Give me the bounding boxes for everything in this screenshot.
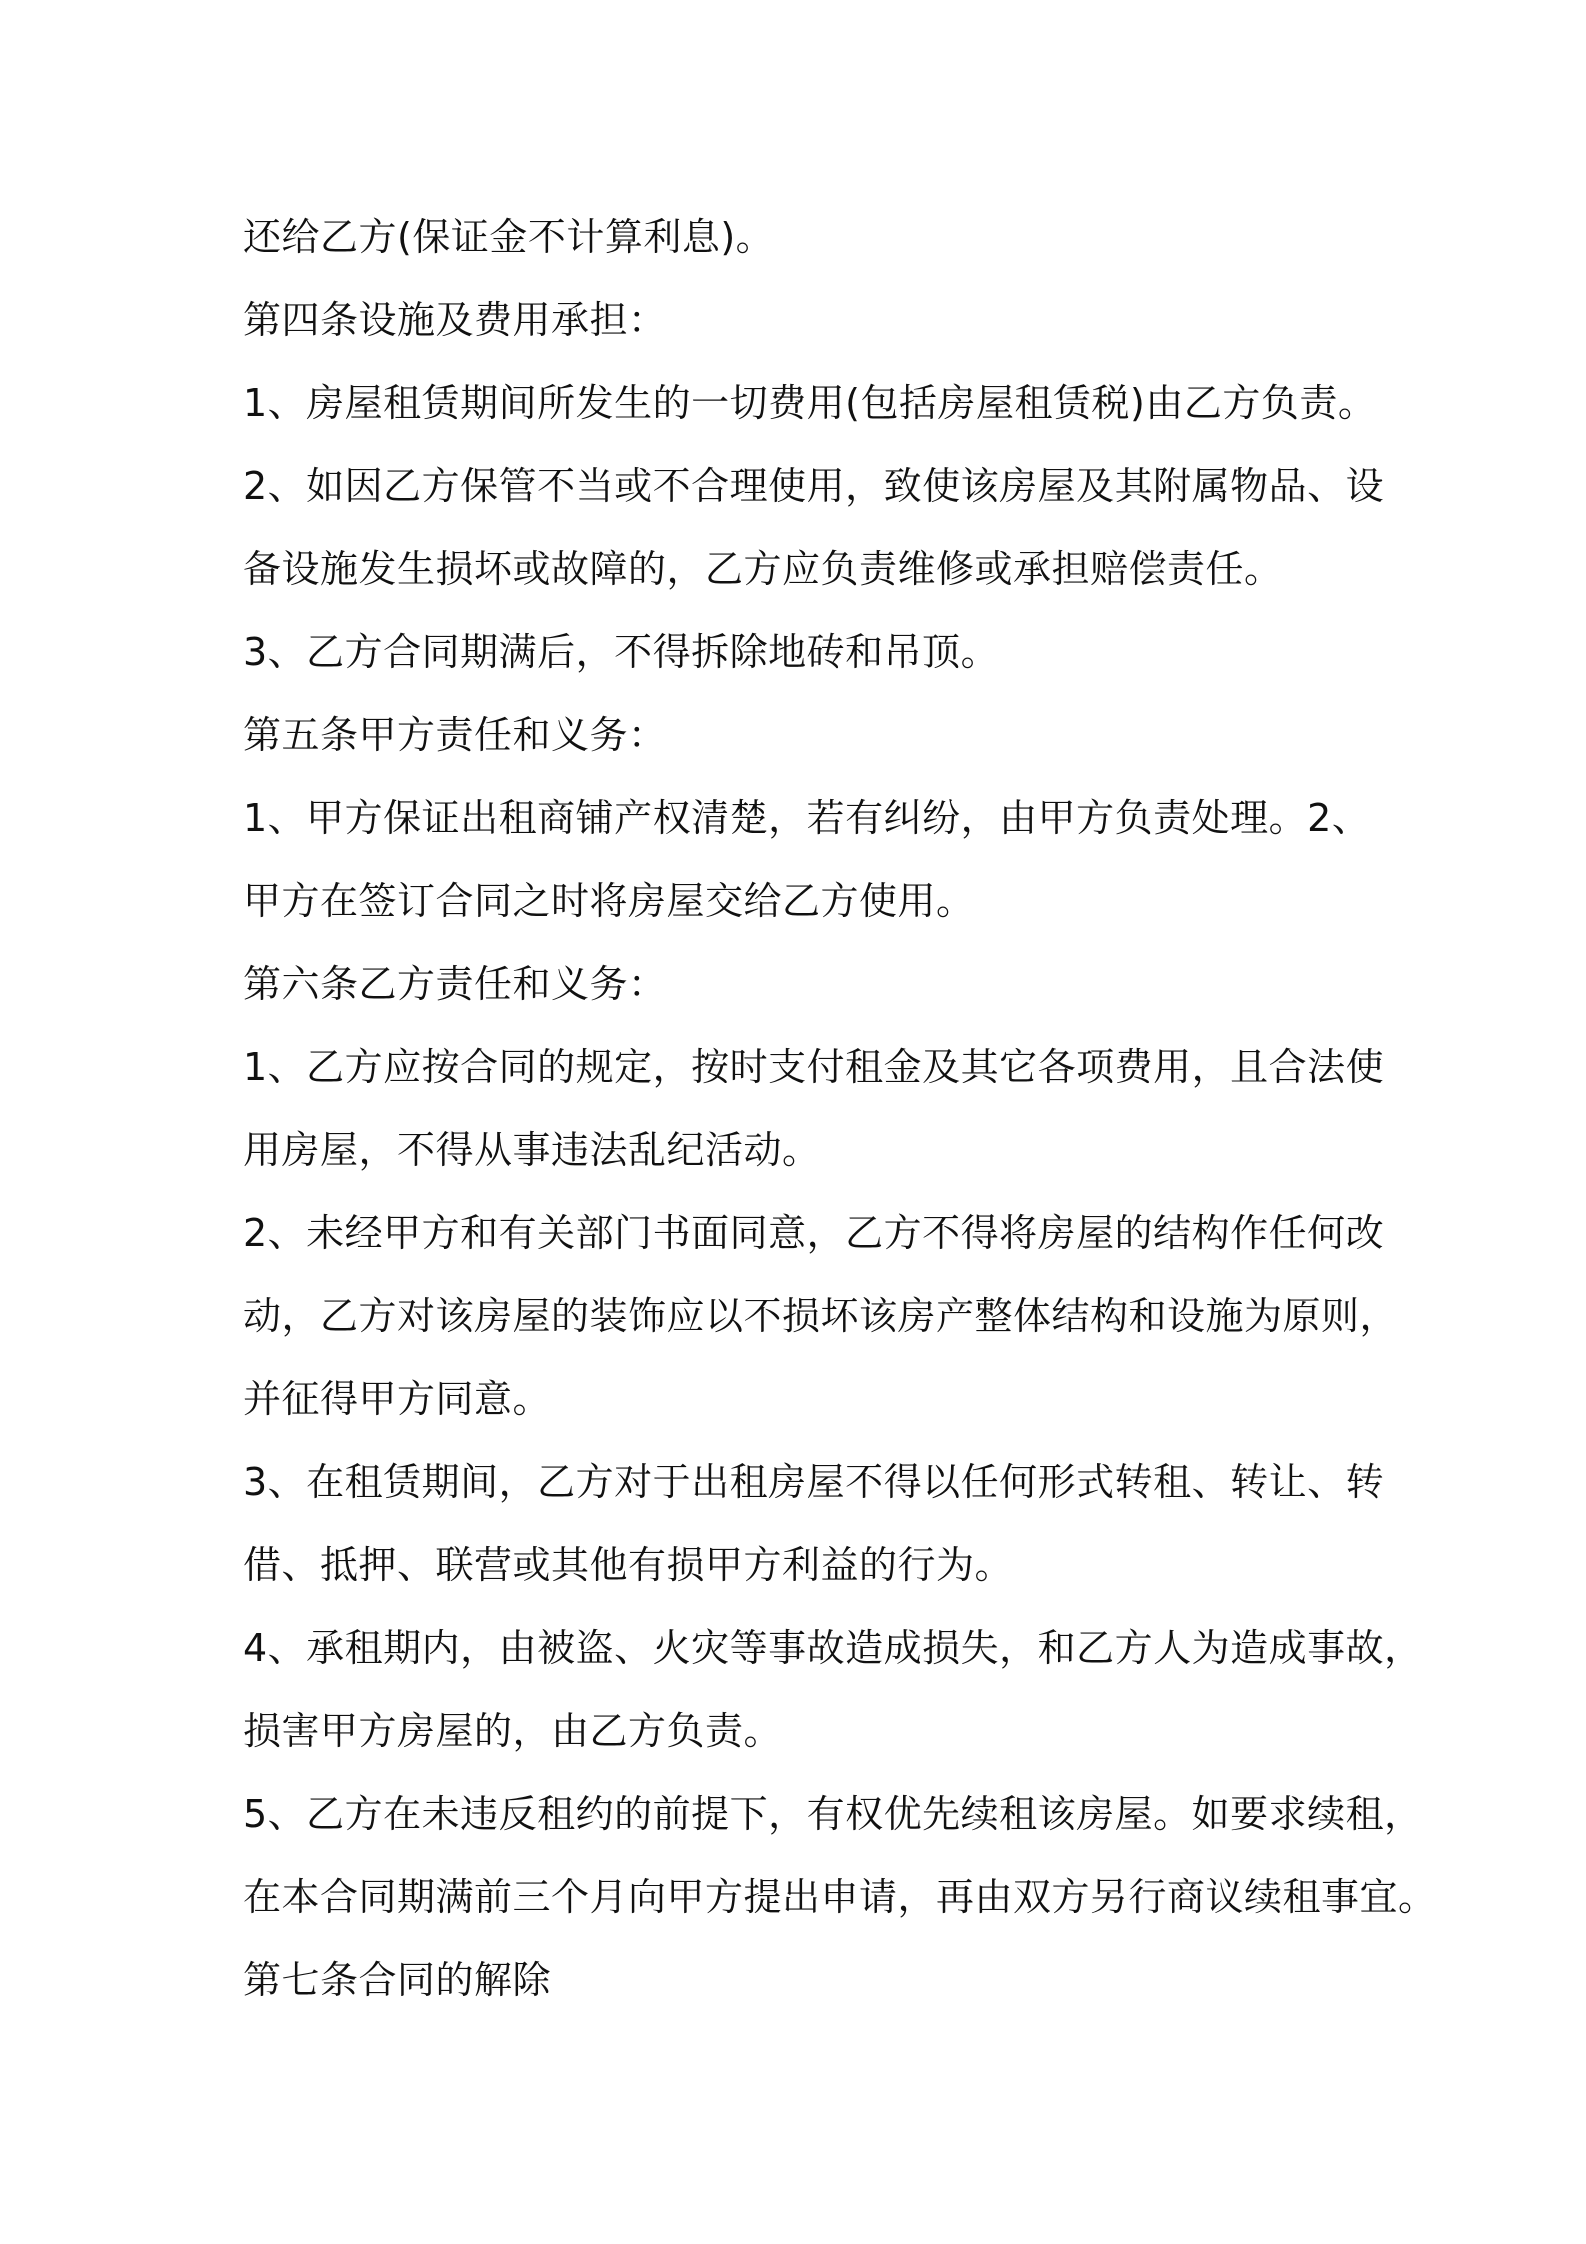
- text-line: 借、抵押、联营或其他有损甲方利益的行为。: [243, 1543, 1014, 1587]
- text-line: 1、房屋租赁期间所发生的一切费用(包括房屋租赁税)由乙方负责。: [243, 381, 1377, 425]
- section-heading-5: 第五条甲方责任和义务：: [243, 713, 667, 757]
- text-line: 3、乙方合同期满后，不得拆除地砖和吊顶。: [243, 630, 1000, 674]
- text-line: 3、在租赁期间，乙方对于出租房屋不得以任何形式转租、转让、转: [243, 1460, 1385, 1504]
- text-line: 损害甲方房屋的，由乙方负责。: [243, 1709, 783, 1753]
- section-heading-7: 第七条合同的解除: [243, 1958, 552, 2002]
- section-heading-6: 第六条乙方责任和义务：: [243, 962, 667, 1006]
- contract-text: [243, 196, 1437, 2022]
- text-line: 备设施发生损坏或故障的，乙方应负责维修或承担赔偿责任。: [243, 547, 1283, 591]
- text-line: 1、乙方应按合同的规定，按时支付租金及其它各项费用，且合法使: [243, 1045, 1385, 1089]
- text-line: 2、未经甲方和有关部门书面同意，乙方不得将房屋的结构作任何改: [243, 1211, 1385, 1255]
- text-line: 甲方在签订合同之时将房屋交给乙方使用。: [243, 879, 975, 923]
- text-line: 1、甲方保证出租商铺产权清楚，若有纠纷，由甲方负责处理。2、: [243, 796, 1371, 840]
- text-line: 4、承租期内，由被盗、火灾等事故造成损失，和乙方人为造成事故，: [243, 1626, 1423, 1670]
- text-line: 在本合同期满前三个月向甲方提出申请，再由双方另行商议续租事宜。: [243, 1875, 1437, 1919]
- text-line: 5、乙方在未违反租约的前提下，有权优先续租该房屋。如要求续租，: [243, 1792, 1423, 1836]
- text-line: 2、如因乙方保管不当或不合理使用，致使该房屋及其附属物品、设: [243, 464, 1385, 508]
- text-line: 用房屋，不得从事违法乱纪活动。: [243, 1128, 821, 1172]
- text-line: 还给乙方(保证金不计算利息)。: [243, 215, 775, 259]
- text-line: 动，乙方对该房屋的装饰应以不损坏该房产整体结构和设施为原则，: [243, 1294, 1399, 1338]
- section-heading-4: 第四条设施及费用承担：: [243, 298, 667, 342]
- text-line: 并征得甲方同意。: [243, 1377, 552, 1421]
